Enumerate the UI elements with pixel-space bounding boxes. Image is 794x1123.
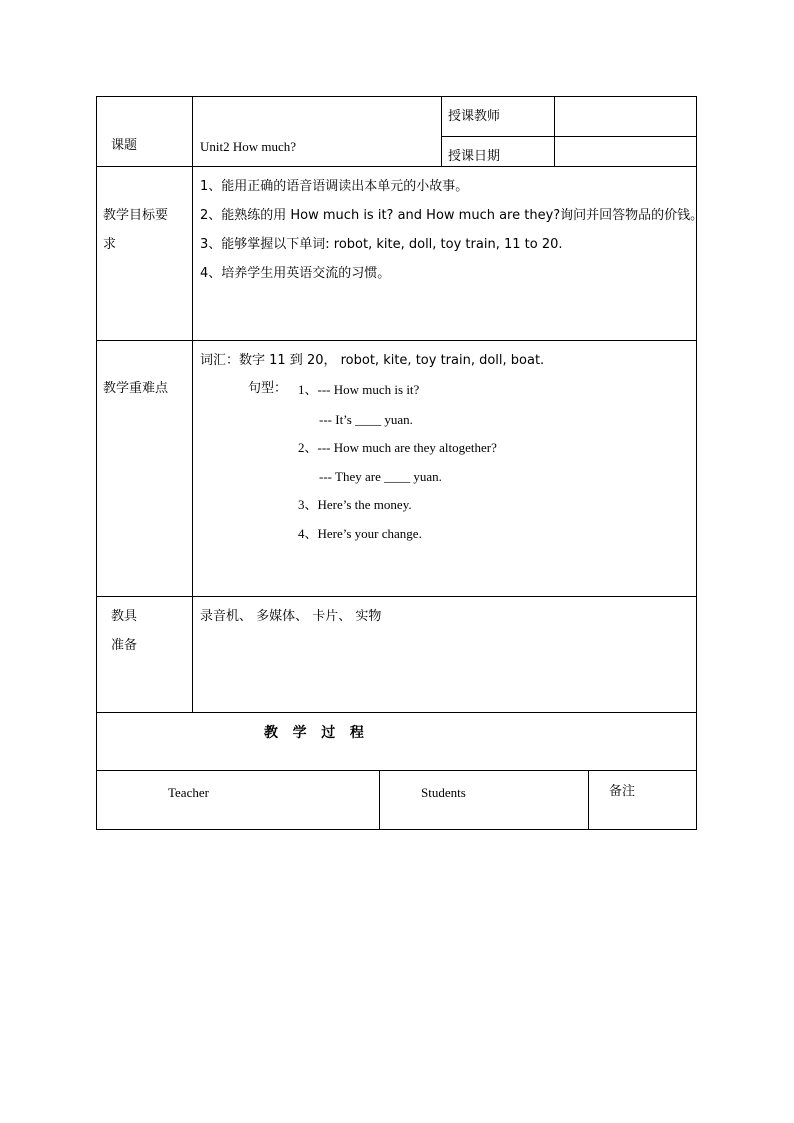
sentence-pattern-label: 句型： [248,381,288,396]
sentence-pattern: --- They are ____ yuan. [319,469,442,484]
row-divider [96,712,697,713]
topic-label: 课题 [111,138,138,153]
row-divider [441,136,697,137]
row-divider [96,770,697,771]
key-points-label: 教学重难点 [103,381,169,396]
date-label: 授课日期 [448,149,501,164]
row-divider [96,340,697,341]
column-divider [588,770,589,830]
process-title: 教 学 过 程 [264,725,364,741]
objective-item: 1、能用正确的语音语调读出本单元的小故事。 [200,179,469,194]
sentence-pattern: --- It’s ____ yuan. [319,412,413,427]
sentence-pattern: 4、Here’s your change. [298,526,422,541]
row-divider [96,166,697,167]
sentence-pattern: 2、--- How much are they altogether? [298,440,497,455]
sentence-pattern: 3、Here’s the money. [298,497,412,512]
materials-label: 准备 [111,638,138,653]
topic-value: Unit2 How much? [200,139,297,154]
teacher-column-header: Teacher [168,785,209,800]
column-divider [379,770,380,830]
materials-label: 教具 [111,609,138,624]
table-frame [96,96,697,830]
materials-value: 录音机、 多媒体、 卡片、 实物 [200,609,382,624]
vocabulary-line: 词汇：数字 11 到 20， robot, kite, toy train, doll, boat. [200,353,545,368]
notes-column-header: 备注 [609,784,636,799]
objective-item: 2、能熟练的用 How much is it? and How much are they?询问并回答物品的价钱。 [200,208,704,223]
column-divider [554,96,555,166]
objectives-label: 求 [103,237,117,252]
sentence-pattern: 1、--- How much is it? [298,382,420,397]
students-column-header: Students [421,785,466,800]
objective-item: 3、能够掌握以下单词: robot, kite, doll, toy train, 11 to 20. [200,237,563,252]
column-divider [441,96,442,166]
column-divider [192,96,193,712]
objectives-label: 教学目标要 [103,208,169,223]
objective-item: 4、培养学生用英语交流的习惯。 [200,266,391,281]
teacher-label: 授课教师 [448,109,501,124]
row-divider [96,596,697,597]
